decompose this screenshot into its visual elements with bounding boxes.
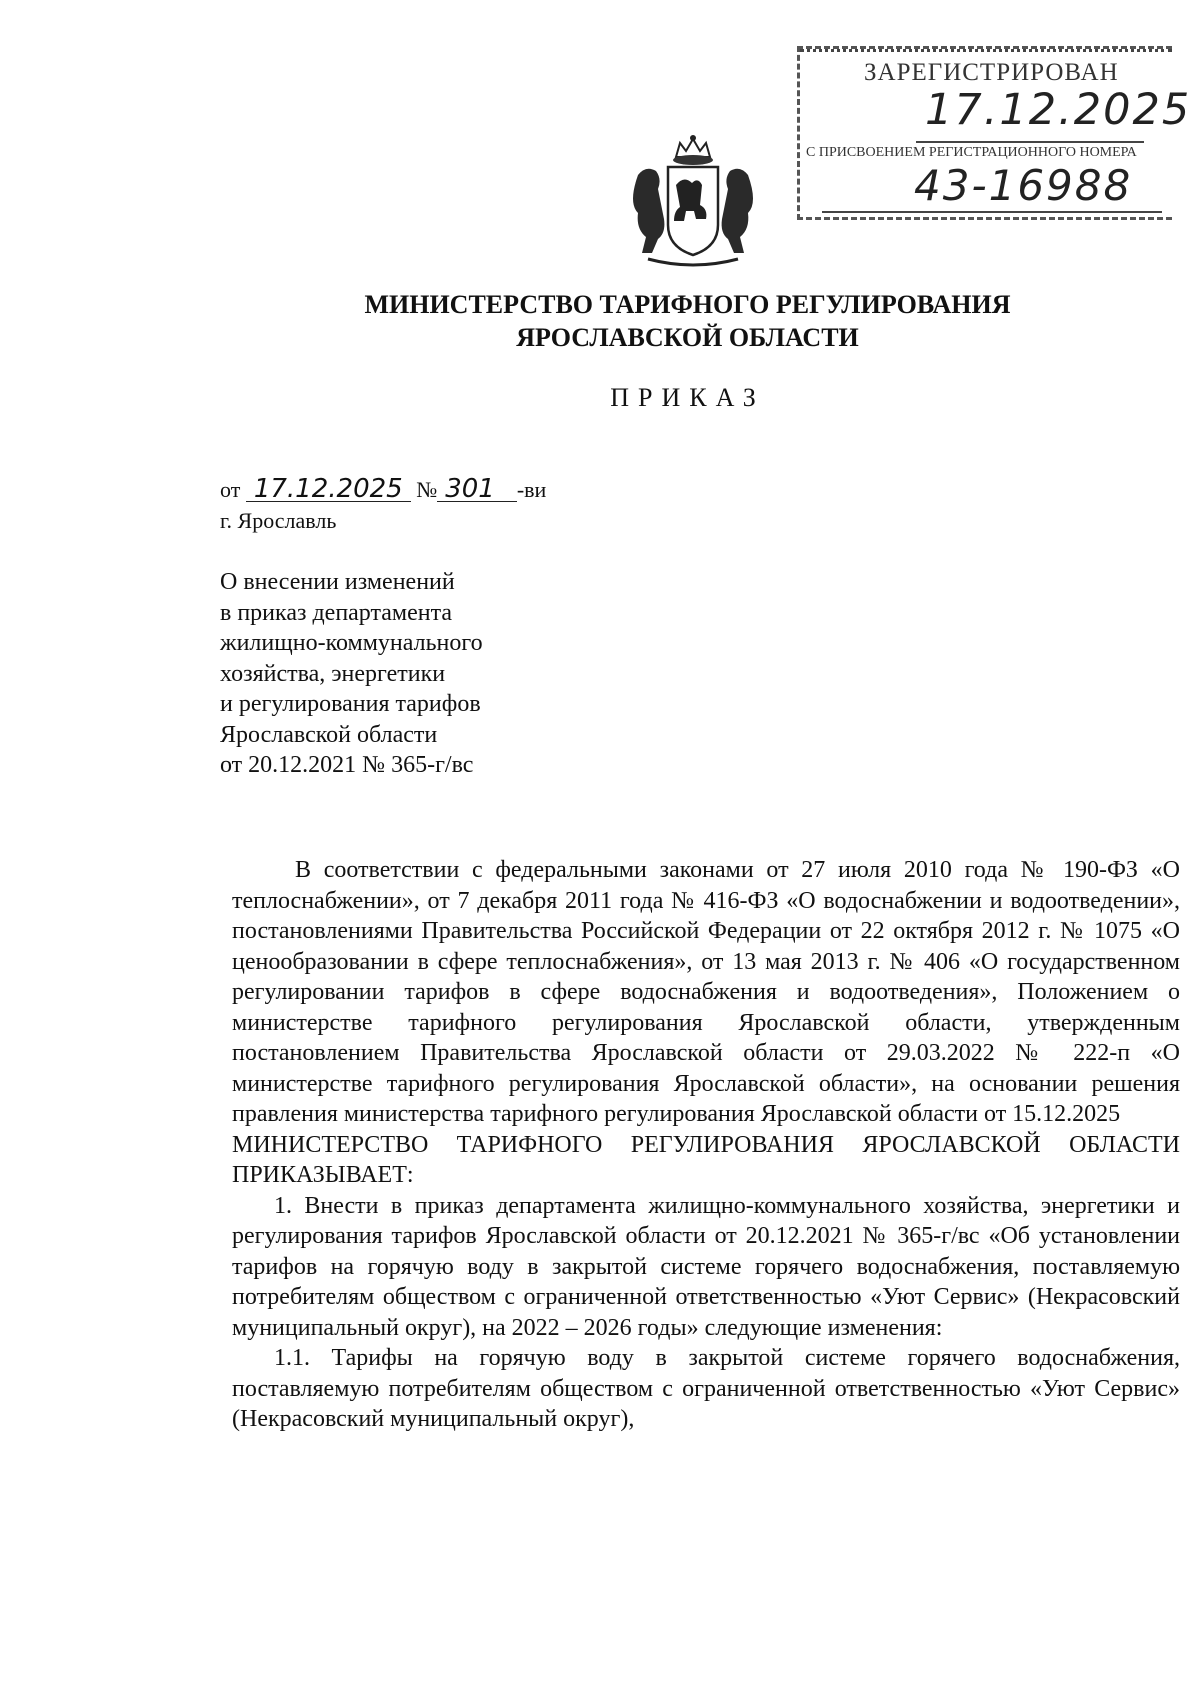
coat-of-arms-icon xyxy=(618,135,768,270)
order-city: г. Ярославль xyxy=(220,508,337,533)
subject-line: О внесении изменений xyxy=(220,569,455,595)
order-date-line xyxy=(220,474,547,504)
order-date: 17.12.2025 xyxy=(246,477,411,502)
ministry-title xyxy=(0,288,1200,354)
order-subject xyxy=(220,567,620,781)
subject-line: от 20.12.2021 № 365-г/вс xyxy=(220,752,474,778)
stamp-title: ЗАРЕГИСТРИРОВАН xyxy=(864,59,1119,86)
subject-line: и регулирования тарифов xyxy=(220,691,481,717)
number-label: № xyxy=(416,477,438,502)
order-number-suffix: -ви xyxy=(516,477,547,502)
stamp-registration-number: 43-16988 xyxy=(914,161,1133,210)
stamp-date: 17.12.2025 xyxy=(925,85,1192,135)
stamp-divider xyxy=(916,141,1144,143)
order-body xyxy=(232,855,1180,1435)
orders-paragraph: МИНИСТЕРСТВО ТАРИФНОГО РЕГУЛИРОВАНИЯ ЯРОСЛАВСКОЙ ОБЛАСТИ ПРИКАЗЫВАЕТ: xyxy=(232,1131,1180,1188)
registration-stamp xyxy=(797,46,1192,220)
subject-line: жилищно-коммунального xyxy=(220,630,483,656)
preamble-paragraph: В соответствии с федеральными законами от 27 июля 2010 года № 190-ФЗ «О теплоснабжении», от 7 декабря 2011 года № 416-ФЗ «О водоснабжении и водоотведении», постановлениями Правительства Российской Федерации от 22 октября 2012 г. № 1075 «О ценообразовании в сфере теплоснабжения», от 13 мая 2013 г. № 406 «О государственном регулировании тарифов в сфере водоснабжения и водоотведения», Положением о министерстве тарифного регулирования Ярославской области, утвержденным постановлением Правительства Ярославской области от 29.03.2022 № 222-п «О министерстве тарифного регулирования Ярославской области», на основании решения правления министерства тарифного регулирования Ярославской области от 15.12.2025 xyxy=(232,857,1180,1127)
stamp-subtitle: С ПРИСВОЕНИЕМ РЕГИСТРАЦИОННОГО НОМЕРА xyxy=(806,145,1137,160)
subject-line: Ярославской области xyxy=(220,721,438,748)
stamp-divider xyxy=(822,211,1162,213)
from-label: от xyxy=(220,477,241,502)
item-1-1-paragraph: 1.1. Тарифы на горячую воду в закрытой системе горячего водоснабжения, поставляемую потребителям обществом с ограниченной ответственностью «Уют Сервис» (Некрасовский муниципальный округ), xyxy=(232,1345,1180,1432)
ministry-title-line: ЯРОСЛАВСКОЙ ОБЛАСТИ xyxy=(516,323,859,352)
ministry-title-line: МИНИСТЕРСТВО ТАРИФНОГО РЕГУЛИРОВАНИЯ xyxy=(364,290,1011,319)
item-1-paragraph: 1. Внести в приказ департамента жилищно-коммунального хозяйства, энергетики и регулирования тарифов Ярославской области от 20.12.2021 № 365-г/вс «Об установлении тарифов на горячую воду в закрытой системе горячего водоснабжения, поставляемую потребителям обществом с ограниченной ответственностью «Уют Сервис» (Некрасовский муниципальный округ), на 2022 – 2026 годы» следующие изменения: xyxy=(232,1192,1180,1341)
subject-line: в приказ департамента xyxy=(220,599,453,626)
subject-line: хозяйства, энергетики xyxy=(220,660,446,687)
order-number: 301 xyxy=(437,477,517,502)
stamp-top-border xyxy=(800,49,1172,54)
document-type: ПРИКАЗ xyxy=(610,383,765,412)
